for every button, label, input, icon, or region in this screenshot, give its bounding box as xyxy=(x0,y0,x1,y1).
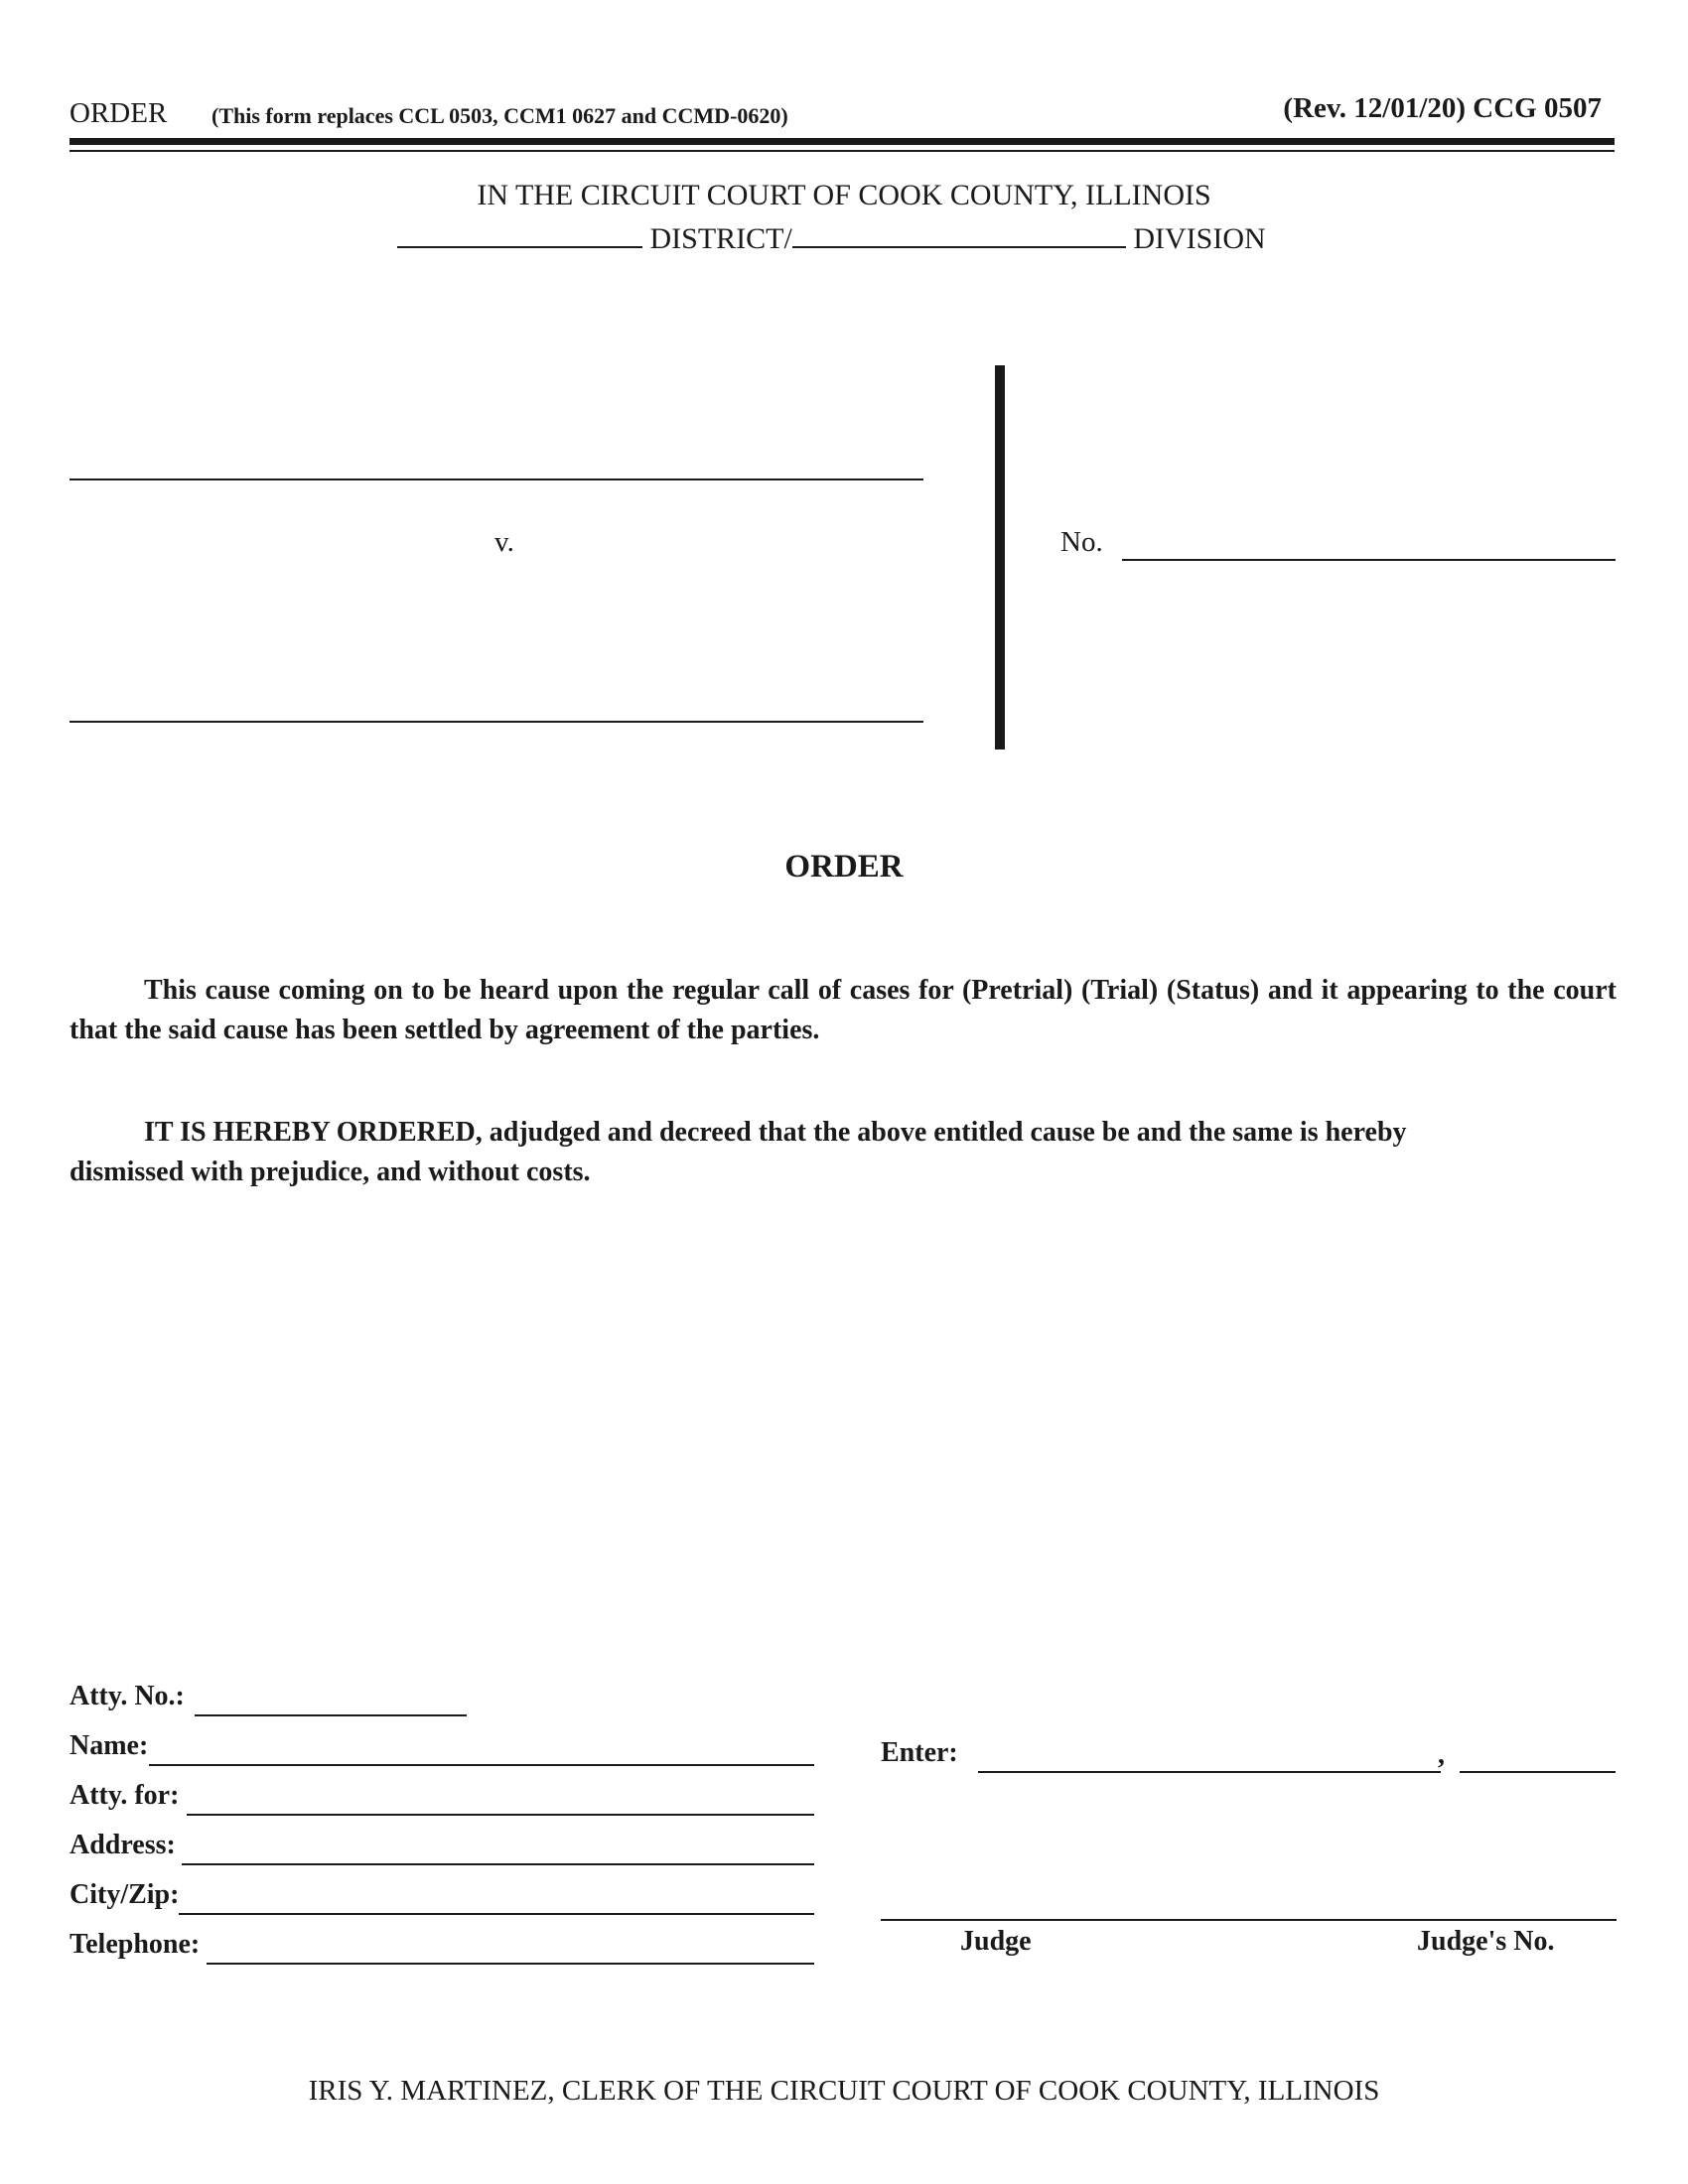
order-paragraph-1-text: This cause coming on to be heard upon the regular call of cases for (Pretrial) (Trial) (Status) and it appearing to the court that the said cause has been settled by agreement of the parties. xyxy=(70,975,1617,1045)
header-rule-thick xyxy=(70,138,1615,145)
versus-label: v. xyxy=(494,526,514,558)
address-label: Address: xyxy=(70,1830,176,1860)
header-rule-thin xyxy=(70,150,1615,152)
enter-comma: , xyxy=(1438,1739,1445,1770)
enter-date-field[interactable] xyxy=(978,1771,1441,1773)
atty-for-field[interactable] xyxy=(187,1814,814,1816)
plaintiff-field[interactable] xyxy=(70,478,923,480)
district-label: DISTRICT/ xyxy=(649,222,792,255)
order-paragraph-2 xyxy=(70,1113,1617,1192)
atty-no-field[interactable] xyxy=(195,1714,467,1716)
order-title: ORDER xyxy=(784,849,904,885)
defendant-field[interactable] xyxy=(70,721,923,723)
judge-signature-field[interactable] xyxy=(881,1919,1617,1921)
division-label: DIVISION xyxy=(1133,222,1266,255)
enter-year-field[interactable] xyxy=(1460,1771,1616,1773)
name-label: Name: xyxy=(70,1730,149,1761)
telephone-label: Telephone: xyxy=(70,1929,201,1960)
judge-no-label: Judge's No. xyxy=(1417,1926,1555,1957)
order-paragraph-2-line-2: dismissed with prejudice, and without costs. xyxy=(70,1157,591,1187)
division-field[interactable] xyxy=(792,222,1126,248)
name-field[interactable] xyxy=(149,1764,814,1766)
district-division-line xyxy=(397,222,1266,256)
caption-divider xyxy=(995,365,1005,750)
city-zip-label: City/Zip: xyxy=(70,1879,180,1910)
atty-no-label: Atty. No.: xyxy=(70,1681,185,1711)
form-title: ORDER xyxy=(70,97,168,129)
form-revision: (Rev. 12/01/20) CCG 0507 xyxy=(1283,92,1602,124)
enter-label: Enter: xyxy=(881,1737,958,1768)
atty-for-label: Atty. for: xyxy=(70,1780,180,1811)
order-paragraph-1 xyxy=(70,971,1617,1050)
address-field[interactable] xyxy=(182,1863,814,1865)
city-zip-field[interactable] xyxy=(179,1913,814,1915)
telephone-field[interactable] xyxy=(207,1963,814,1965)
replaces-note: (This form replaces CCL 0503, CCM1 0627 and CCMD-0620) xyxy=(211,103,788,128)
court-name: IN THE CIRCUIT COURT OF COOK COUNTY, ILLINOIS xyxy=(477,179,1211,211)
case-number-label: No. xyxy=(1060,526,1103,558)
order-paragraph-2-line-1: IT IS HEREBY ORDERED, adjudged and decreed that the above entitled cause be and the same is hereby xyxy=(144,1117,1407,1148)
clerk-footer: IRIS Y. MARTINEZ, CLERK OF THE CIRCUIT COURT OF COOK COUNTY, ILLINOIS xyxy=(308,2075,1380,2107)
case-number-field[interactable] xyxy=(1122,559,1616,561)
district-field[interactable] xyxy=(397,222,642,248)
judge-label: Judge xyxy=(960,1926,1032,1957)
